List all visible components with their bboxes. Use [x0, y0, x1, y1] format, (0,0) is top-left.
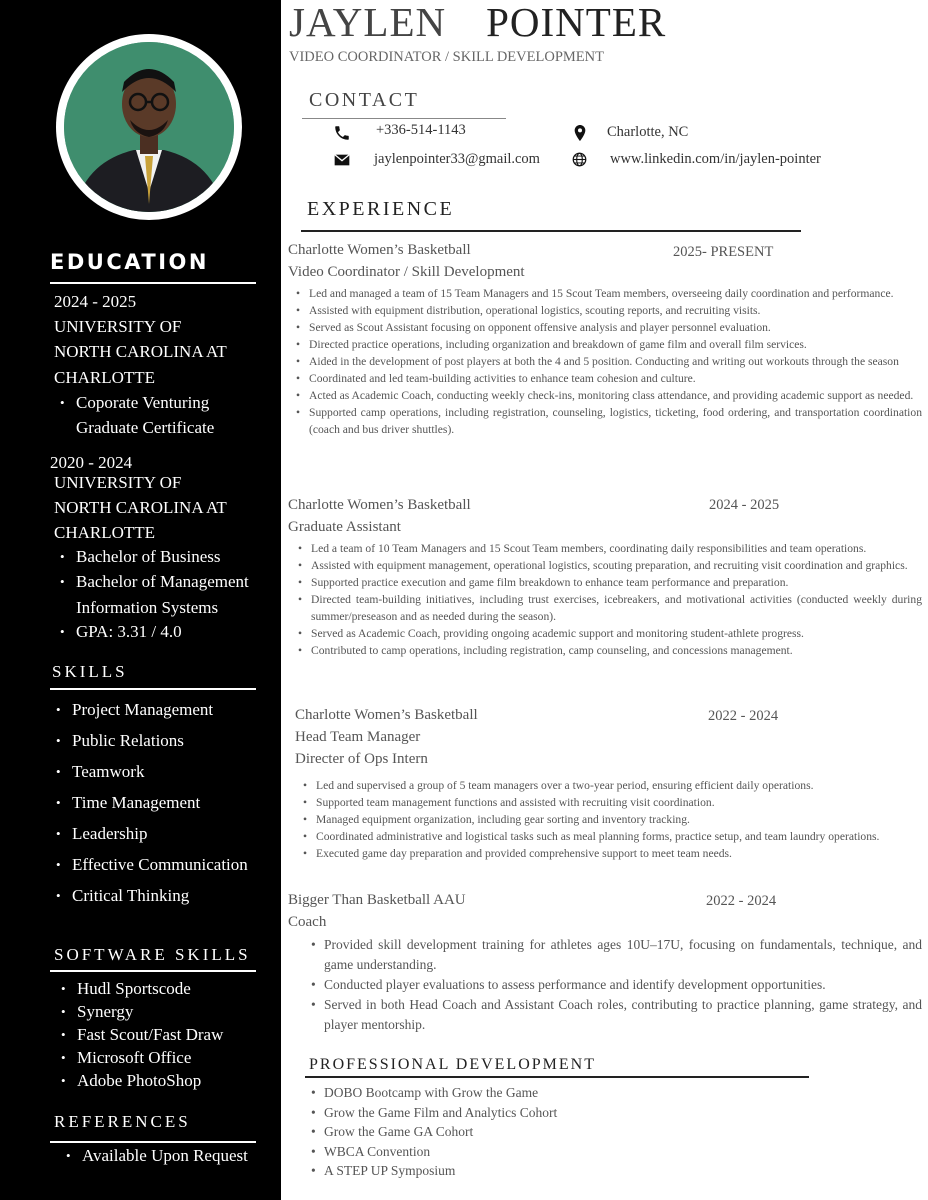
professional-development-item: • WBCA Convention [324, 1142, 884, 1162]
education-school: UNIVERSITY OF [54, 317, 182, 336]
skills-divider [50, 688, 256, 690]
education-heading: EDUCATION [50, 250, 209, 274]
email-icon [334, 153, 350, 171]
job-bullet: • Served in both Head Coach and Assistant Coach roles, contributing to practice planning, game strategy, and player mentorship. [324, 995, 922, 1035]
job-bullet: • Led a team of 10 Team Managers and 15 Scout Team members, coordinating daily responsibilities and team operations. [311, 540, 922, 557]
professional-development-list [324, 1083, 884, 1181]
job-bullet: • Conducted player evaluations to assess performance and identify development opportunities. [324, 975, 922, 995]
job-role: Head Team Manager [295, 729, 421, 745]
main-content [281, 0, 928, 1200]
contact-heading: CONTACT [309, 89, 420, 111]
education-item: • Bachelor of Management [76, 572, 249, 592]
experience-heading: EXPERIENCE [307, 198, 455, 220]
job-bullet: • Managed equipment organization, including gear sorting and inventory tracking. [316, 811, 922, 828]
education-years: 2020 - 2024 [50, 453, 133, 472]
job-dates: 2024 - 2025 [709, 497, 780, 513]
location-pin-icon [572, 124, 588, 147]
job-dates: 2025- PRESENT [673, 244, 774, 260]
skill-item: • Time Management [72, 793, 200, 813]
job-role: Coach [288, 914, 327, 930]
location: Charlotte, NC [607, 124, 689, 140]
job-role: Graduate Assistant [288, 519, 401, 535]
job-bullet: • Supported team management functions and assisted with recruiting visit coordination. [316, 794, 922, 811]
linkedin-url: www.linkedin.com/in/jaylen-pointer [610, 151, 821, 167]
phone-number: +336-514-1143 [376, 122, 466, 138]
education-school: NORTH CAROLINA AT [54, 342, 227, 361]
last-name: POINTER [486, 0, 667, 45]
skill-item: • Teamwork [72, 762, 144, 782]
software-skill-item: • Hudl Sportscode [77, 979, 191, 999]
full-name [289, 0, 666, 44]
job-bullet: • Supported practice execution and game film breakdown to enhance team performance and preparation. [311, 574, 922, 591]
professional-development-item: • Grow the Game GA Cohort [324, 1122, 884, 1142]
job-bullets [311, 540, 922, 659]
contact-divider [302, 118, 506, 119]
professional-development-item: • A STEP UP Symposium [324, 1161, 884, 1181]
job-bullet: • Contributed to camp operations, including registration, camp counseling, and concessions management. [311, 642, 922, 659]
job-bullets [324, 935, 922, 1035]
job-role: Video Coordinator / Skill Development [288, 264, 525, 280]
job-bullet: • Supported camp operations, including registration, counseling, logistics, ticketing, food ordering, and transportation coordination (coach and bus driver shuttles). [309, 404, 922, 438]
job-bullet: • Assisted with equipment management, operational logistics, scouting preparation, and recruiting visit coordination and graphics. [311, 557, 922, 574]
job-bullet: • Acted as Academic Coach, conducting weekly check-ins, monitoring class attendance, and providing academic support as needed. [309, 387, 922, 404]
job-dates: 2022 - 2024 [708, 708, 779, 724]
job-bullet: • Coordinated and led team-building activities to enhance team cohesion and culture. [309, 370, 922, 387]
job-dates: 2022 - 2024 [706, 893, 777, 909]
job-bullet: • Coordinated administrative and logistical tasks such as meal planning forms, practice setup, and team laundry operations. [316, 828, 922, 845]
education-item: • Bachelor of Business [76, 547, 220, 567]
experience-divider [301, 230, 801, 232]
skill-item: • Leadership [72, 824, 148, 844]
education-school: NORTH CAROLINA AT [54, 498, 227, 517]
job-role: Directer of Ops Intern [295, 751, 428, 767]
job-organization: Bigger Than Basketball AAU [288, 892, 466, 908]
professional-development-item: • Grow the Game Film and Analytics Cohort [324, 1103, 884, 1123]
skill-item: • Project Management [72, 700, 213, 720]
skill-item: • Effective Communication [72, 855, 248, 875]
job-bullet: • Executed game day preparation and provided comprehensive support to meet team needs. [316, 845, 922, 862]
job-bullet: • Aided in the development of post players at both the 4 and 5 position. Conducting and writing out workouts through the season [309, 353, 922, 370]
software-skill-item: • Adobe PhotoShop [77, 1071, 201, 1091]
education-item: Graduate Certificate [76, 418, 215, 437]
job-organization: Charlotte Women’s Basketball [295, 707, 478, 723]
references-divider [50, 1141, 256, 1143]
skills-heading: SKILLS [52, 662, 128, 681]
software-skills-heading: SOFTWARE SKILLS [54, 945, 251, 964]
phone-icon [333, 124, 351, 147]
education-years: 2024 - 2025 [54, 292, 137, 311]
skill-item: • Public Relations [72, 731, 184, 751]
skill-item: • Critical Thinking [72, 886, 189, 906]
software-skills-divider [50, 970, 256, 972]
email-address: jaylenpointer33@gmail.com [374, 151, 540, 167]
job-bullet: • Led and managed a team of 15 Team Managers and 15 Scout Team members, overseeing daily coordination and performance. [309, 285, 922, 302]
software-skill-item: • Synergy [77, 1002, 133, 1022]
job-bullet: • Provided skill development training for athletes ages 10U–17U, focusing on fundamentals, technique, and game understanding. [324, 935, 922, 975]
job-organization: Charlotte Women’s Basketball [288, 497, 471, 513]
job-bullet: • Served as Academic Coach, providing ongoing academic support and monitoring student-athlete progress. [311, 625, 922, 642]
reference-item: • Available Upon Request [82, 1146, 248, 1166]
job-bullet: • Directed team-building initiatives, including trust exercises, icebreakers, and motivational activities (conducted weekly during summer/preseason and as needed during the season). [311, 591, 922, 625]
globe-icon [572, 152, 587, 172]
professional-development-item: • DOBO Bootcamp with Grow the Game [324, 1083, 884, 1103]
job-bullets [309, 285, 922, 438]
education-school: CHARLOTTE [54, 368, 156, 387]
references-heading: REFERENCES [54, 1112, 191, 1131]
job-bullet: • Served as Scout Assistant focusing on opponent offensive analysis and player personnel evaluation. [309, 319, 922, 336]
education-school: UNIVERSITY OF [54, 473, 182, 492]
first-name: JAYLEN [289, 0, 447, 45]
sidebar [0, 0, 281, 1200]
professional-development-divider [305, 1076, 809, 1078]
software-skill-item: • Microsoft Office [77, 1048, 191, 1068]
education-item: • Coporate Venturing [76, 393, 209, 413]
profile-photo-frame [56, 34, 242, 220]
job-organization: Charlotte Women’s Basketball [288, 242, 471, 258]
job-bullets [316, 777, 922, 862]
job-bullet: • Directed practice operations, including organization and breakdown of game film and overall film services. [309, 336, 922, 353]
job-bullet: • Led and supervised a group of 5 team managers over a two-year period, ensuring efficient daily operations. [316, 777, 922, 794]
education-divider [50, 282, 256, 284]
education-item: • GPA: 3.31 / 4.0 [76, 622, 182, 642]
professional-development-heading: PROFESSIONAL DEVELOPMENT [309, 1056, 596, 1073]
education-item: Information Systems [76, 598, 219, 617]
software-skill-item: • Fast Scout/Fast Draw [77, 1025, 223, 1045]
job-bullet: • Assisted with equipment distribution, operational logistics, scouting reports, and recruiting visits. [309, 302, 922, 319]
education-school: CHARLOTTE [54, 523, 156, 542]
job-title: VIDEO COORDINATOR / SKILL DEVELOPMENT [289, 49, 604, 65]
profile-photo [64, 42, 234, 212]
